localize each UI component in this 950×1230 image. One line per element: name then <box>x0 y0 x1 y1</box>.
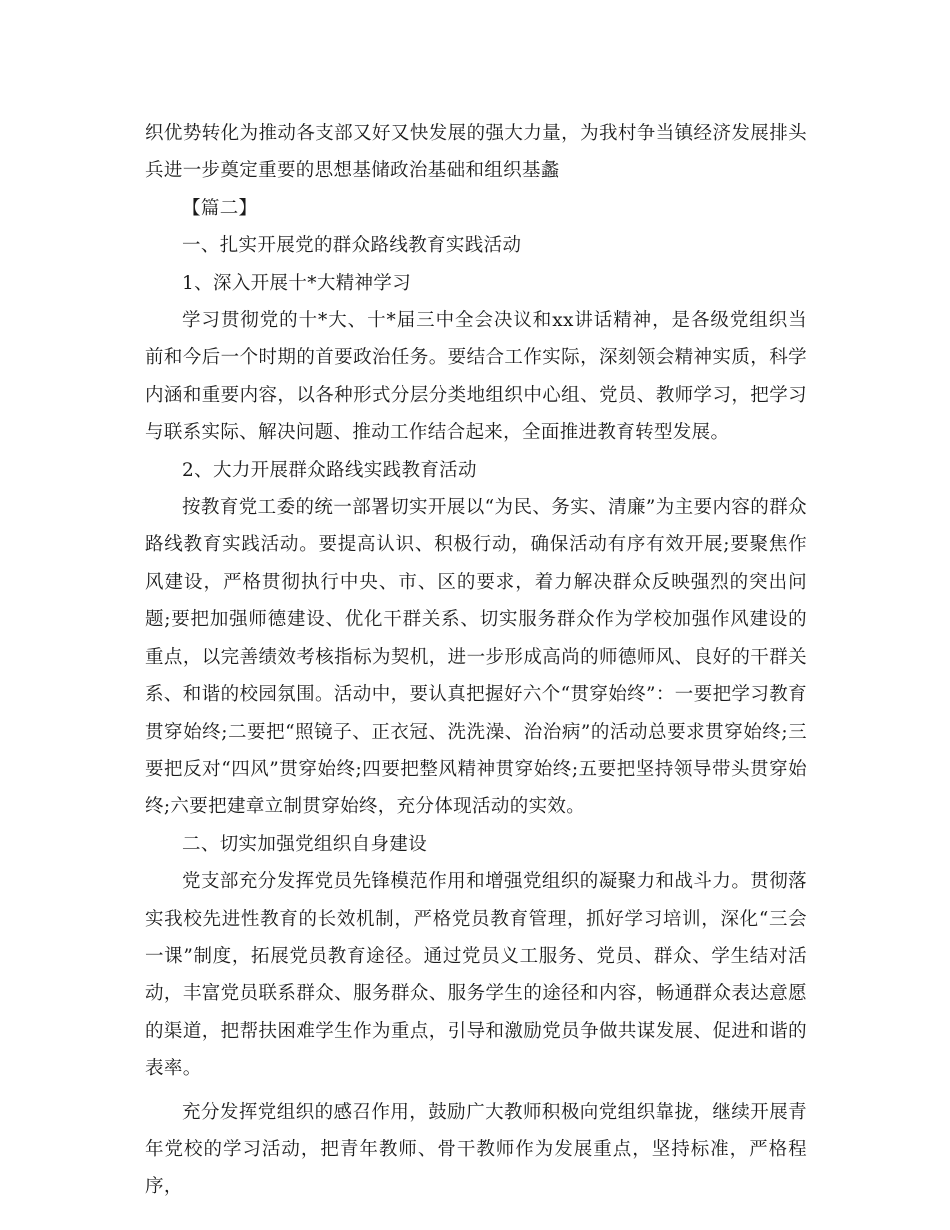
section-marker: 【篇二】 <box>182 197 258 219</box>
subsection-heading: 2、大力开展群众路线实践教育活动 <box>182 459 477 481</box>
paragraph-mass-line: 按教育党工委的统一部署切实开展以“为民、务实、清廉”为主要内容的群众路线教育实践活动。要提高认识、积极行动，确保活动有序有效开展;要聚焦作风建设，严格贯彻执行中央、市、区的要求，着力解决群众反映强烈的突出问题;要把加强师德建设、优化干群关系、切实服务群众作为学校加强作风建设的重点，以完善绩效考核指标为契机，进一步形成高尚的师德师风、良好的干群关系、和谐的校园氛围。活动中，要认真把握好六个“贯穿始终”：一要把学习教育贯穿始终;二要把“照镜子、正衣冠、洗洗澡、治治病”的活动总要求贯穿始终;三要把反对“四风”贯穿始终;四要把整风精神贯穿始终;五要把坚持领导带头贯穿始终;六要把建章立制贯穿始终，充分体现活动的实效。 <box>145 497 807 818</box>
subsection-heading: 1、深入开展十*大精神学习 <box>182 272 412 294</box>
paragraph-appeal: 充分发挥党组织的感召作用，鼓励广大教师积极向党组织靠拢，继续开展青年党校的学习活动，把青年教师、骨干教师作为发展重点，坚持标准，严格程序， <box>145 1101 807 1198</box>
section-heading: 二、切实加强党组织自身建设 <box>182 833 428 855</box>
section-heading: 一、扎实开展党的群众路线教育实践活动 <box>182 235 522 257</box>
paragraph-branch-building: 党支部充分发挥党员先锋模范作用和增强党组织的凝聚力和战斗力。贯彻落实我校先进性教育的长效机制，严格党员教育管理，抓好学习培训，深化“三会一课”制度，拓展党员教育途径。通过党员义工服务、党员、群众、学生结对活动，丰富党员联系群众、服务群众、服务学生的途径和内容，畅通群众表达意愿的渠道，把帮扶困难学生作为重点，引导和激励党员争做共谋发展、促进和谐的表率。 <box>145 871 807 1080</box>
paragraph-study: 学习贯彻党的十*大、十*届三中全会决议和xx讲话精神，是各级党组织当前和今后一个时期的首要政治任务。要结合工作实际，深刻领会精神实质，科学内涵和重要内容，以各种形式分层分类地组织中心组、党员、教师学习，把学习与联系实际、解决问题、推动工作结合起来，全面推进教育转型发展。 <box>145 310 807 444</box>
document-body <box>145 115 807 1206</box>
paragraph-continuation: 织优势转化为推动各支部又好又快发展的强大力量，为我村争当镇经济发展排头兵进一步奠定重要的思想基储政治基础和组织基蠡 <box>145 123 807 182</box>
